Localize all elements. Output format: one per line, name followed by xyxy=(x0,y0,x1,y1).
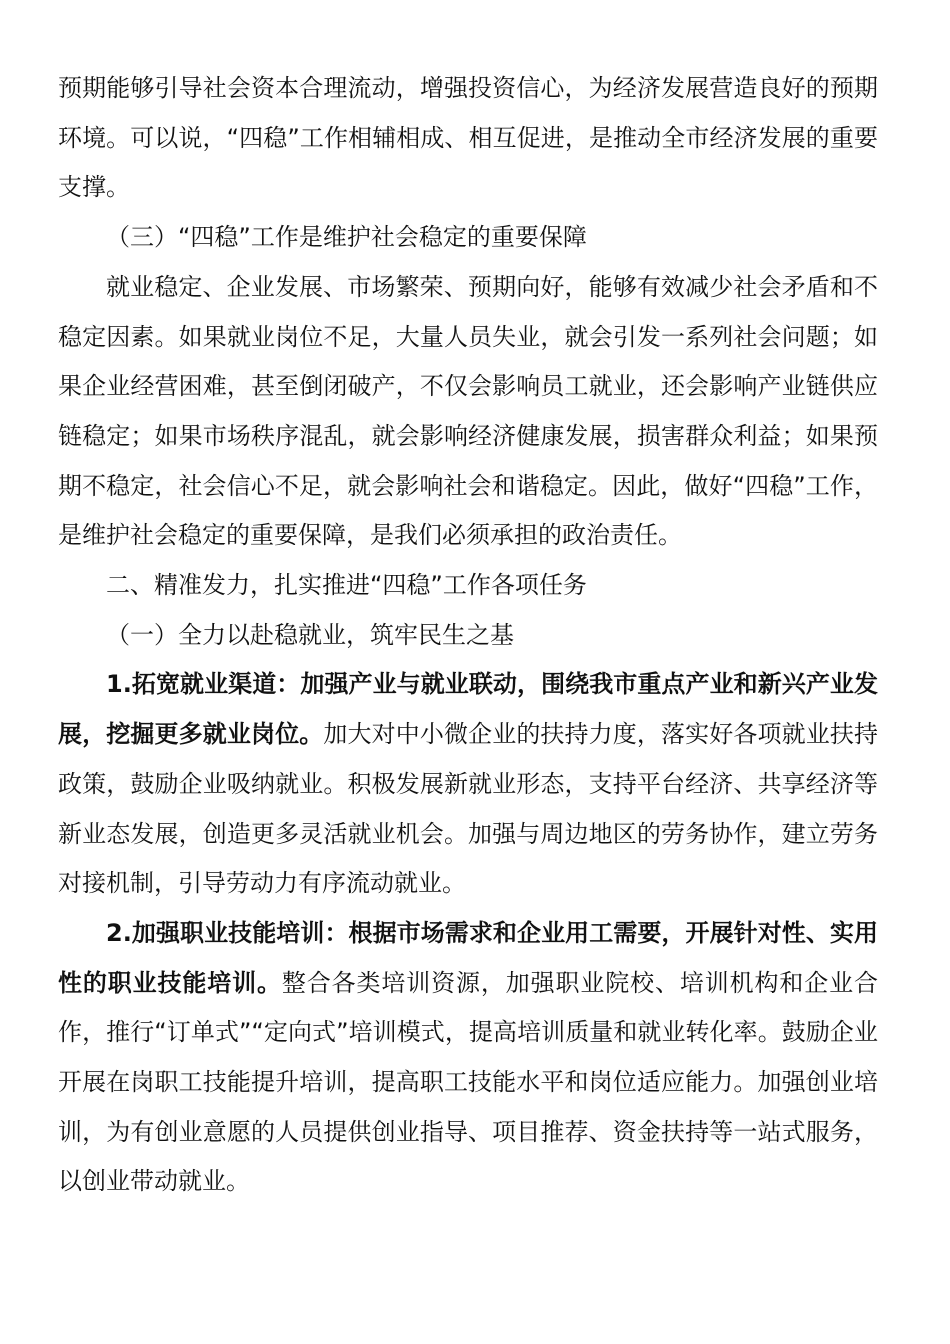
paragraph-continuation xyxy=(58,64,878,213)
heading-text: （一）全力以赴稳就业，筑牢民生之基 xyxy=(106,620,514,649)
bold-lead-text: 1.拓宽就业渠道：加强产业与就业联动，围绕我市重点产业和新兴产业发展，挖掘更多就业岗位。 xyxy=(58,670,878,749)
paragraph-text: 预期能够引导社会资本合理流动，增强投资信心，为经济发展营造良好的预期环境。可以说，“四稳”工作相辅相成、相互促进，是推动全市经济发展的重要支撑。 xyxy=(58,74,878,202)
document-page xyxy=(58,64,878,1207)
paragraph-text: 整合各类培训资源，加强职业院校、培训机构和企业合作，推行“订单式”“定向式”培训模式，提高培训质量和就业转化率。鼓励企业开展在岗职工技能提升培训，提高职工技能水平和岗位适应能力。加强创业培训，为有创业意愿的人员提供创业指导、项目推荐、资金扶持等一站式服务，以创业带动就业。 xyxy=(58,968,878,1196)
paragraph-text: 加大对中小微企业的扶持力度，落实好各项就业扶持政策，鼓励企业吸纳就业。积极发展新就业形态，支持平台经济、共享经济等新业态发展，创造更多灵活就业机会。加强与周边地区的劳务协作，建立劳务对接机制，引导劳动力有序流动就业。 xyxy=(58,720,879,898)
paragraph-employment-channels xyxy=(58,660,878,909)
heading-text: （三）“四稳”工作是维护社会稳定的重要保障 xyxy=(106,223,587,252)
paragraph-skills-training xyxy=(58,909,878,1207)
chapter-heading-2 xyxy=(58,561,878,611)
bold-lead-text: 2.加强职业技能培训：根据市场需求和企业用工需要，开展针对性、实用性的职业技能培训。 xyxy=(58,918,878,997)
section-heading-1 xyxy=(58,611,878,661)
section-heading-3 xyxy=(58,213,878,263)
paragraph-text: 就业稳定、企业发展、市场繁荣、预期向好，能够有效减少社会矛盾和不稳定因素。如果就业岗位不足，大量人员失业，就会引发一系列社会问题；如果企业经营困难，甚至倒闭破产，不仅会影响员工就业，还会影响产业链供应链稳定；如果市场秩序混乱，就会影响经济健康发展，损害群众利益；如果预期不稳定，社会信心不足，就会影响社会和谐稳定。因此，做好“四稳”工作，是维护社会稳定的重要保障，是我们必须承担的政治责任。 xyxy=(58,272,878,550)
paragraph-social-stability xyxy=(58,263,878,561)
heading-text: 二、精准发力，扎实推进“四稳”工作各项任务 xyxy=(106,571,587,600)
